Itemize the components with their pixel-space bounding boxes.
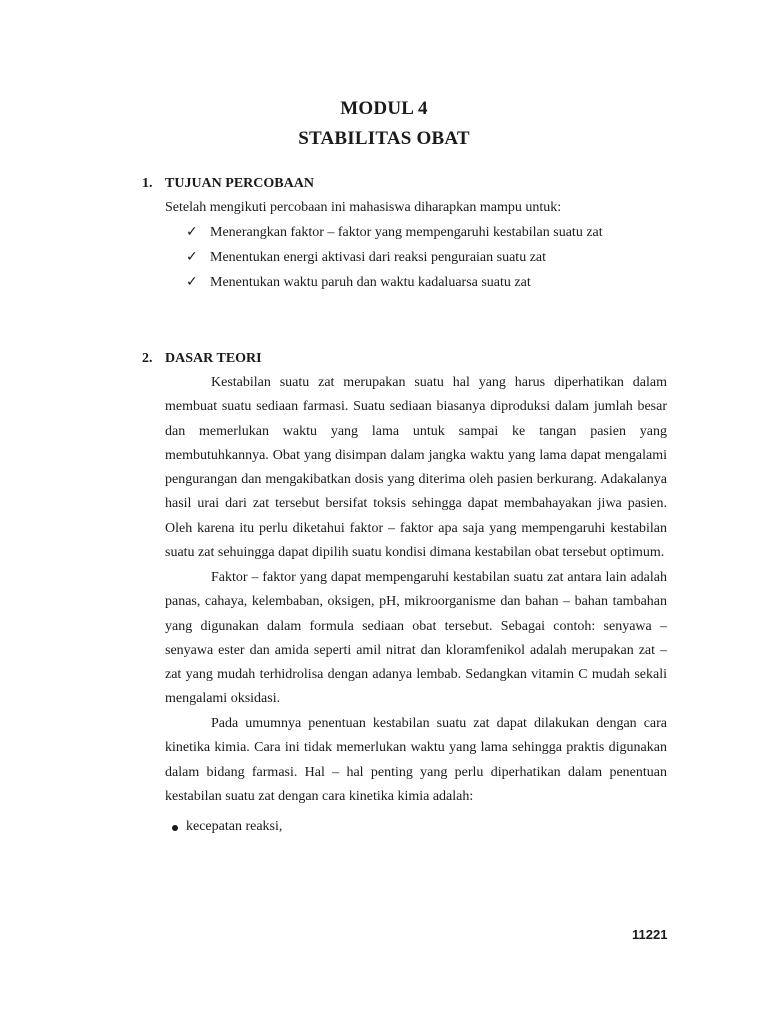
page-number: 11221 [632, 927, 668, 942]
module-title: MODUL 4 [340, 98, 428, 119]
paragraph: Faktor – faktor yang dapat mempengaruhi kestabilan suatu zat antara lain adalah panas, cahaya, kelembaban, oksigen, pH, mikroorganisme dan bahan – bahan tambahan yang digunakan dalam formula sediaan obat tersebut. Sebagai contoh: senyawa – senyawa ester dan amida seperti amil nitrat dan kloramfenikol adalah merupakan zat – zat yang mudah terhidrolisa dengan adanya lembab. Sedangkan vitamin C mudah sekali mengalami oksidasi. [165, 570, 667, 707]
module-subtitle: STABILITAS OBAT [298, 128, 470, 149]
list-item-text: Menentukan waktu paruh dan waktu kadaluarsa suatu zat [210, 275, 531, 290]
paragraph: Pada umumnya penentuan kestabilan suatu zat dapat dilakukan dengan cara kinetika kimia. Cara ini tidak memerlukan waktu yang lama sehingga praktis digunakan dalam bidang farmasi. Hal – hal penting yang perlu diperhatikan dalam penentuan kestabilan suatu zat dengan cara kinetika kimia adalah: [165, 716, 667, 804]
section-number: 2. [142, 351, 153, 366]
paragraph: Kestabilan suatu zat merupakan suatu hal yang harus diperhatikan dalam membuat suatu sediaan farmasi. Suatu sediaan biasanya diproduksi dalam jumlah besar dan memerlukan waktu yang lama untuk sampai ke tangan pasien yang membutuhkannya. Obat yang disimpan dalam jangka waktu yang lama dapat mengalami pengurangan dan mengakibatkan dosis yang diterima oleh pasien berkurang. Adakalanya hasil urai dari zat tersebut bersifat toksis sehingga dapat membahayakan jiwa pasien. Oleh karena itu perlu diketahui faktor – faktor apa saja yang mempengaruhi kestabilan suatu zat sehuingga dapat dipilih suatu kondisi dimana kestabilan obat tersebut optimum. [165, 375, 667, 561]
list-item-text: Menerangkan faktor – faktor yang mempengaruhi kestabilan suatu zat [210, 225, 603, 240]
check-icon: ✓ [186, 274, 198, 290]
check-icon: ✓ [186, 249, 198, 265]
section-number: 1. [142, 176, 153, 191]
section-title: TUJUAN PERCOBAAN [165, 176, 314, 191]
section-heading-tujuan [142, 176, 314, 192]
bullet-item-text: kecepatan reaksi, [186, 819, 283, 834]
section-title: DASAR TEORI [165, 351, 262, 366]
check-icon: ✓ [186, 224, 198, 240]
section-intro: Setelah mengikuti percobaan ini mahasiswa diharapkan mampu untuk: [165, 200, 562, 215]
section-heading-dasar-teori [142, 351, 262, 367]
list-item-text: Menentukan energi aktivasi dari reaksi penguraian suatu zat [210, 250, 547, 265]
bullet-icon [172, 825, 178, 831]
